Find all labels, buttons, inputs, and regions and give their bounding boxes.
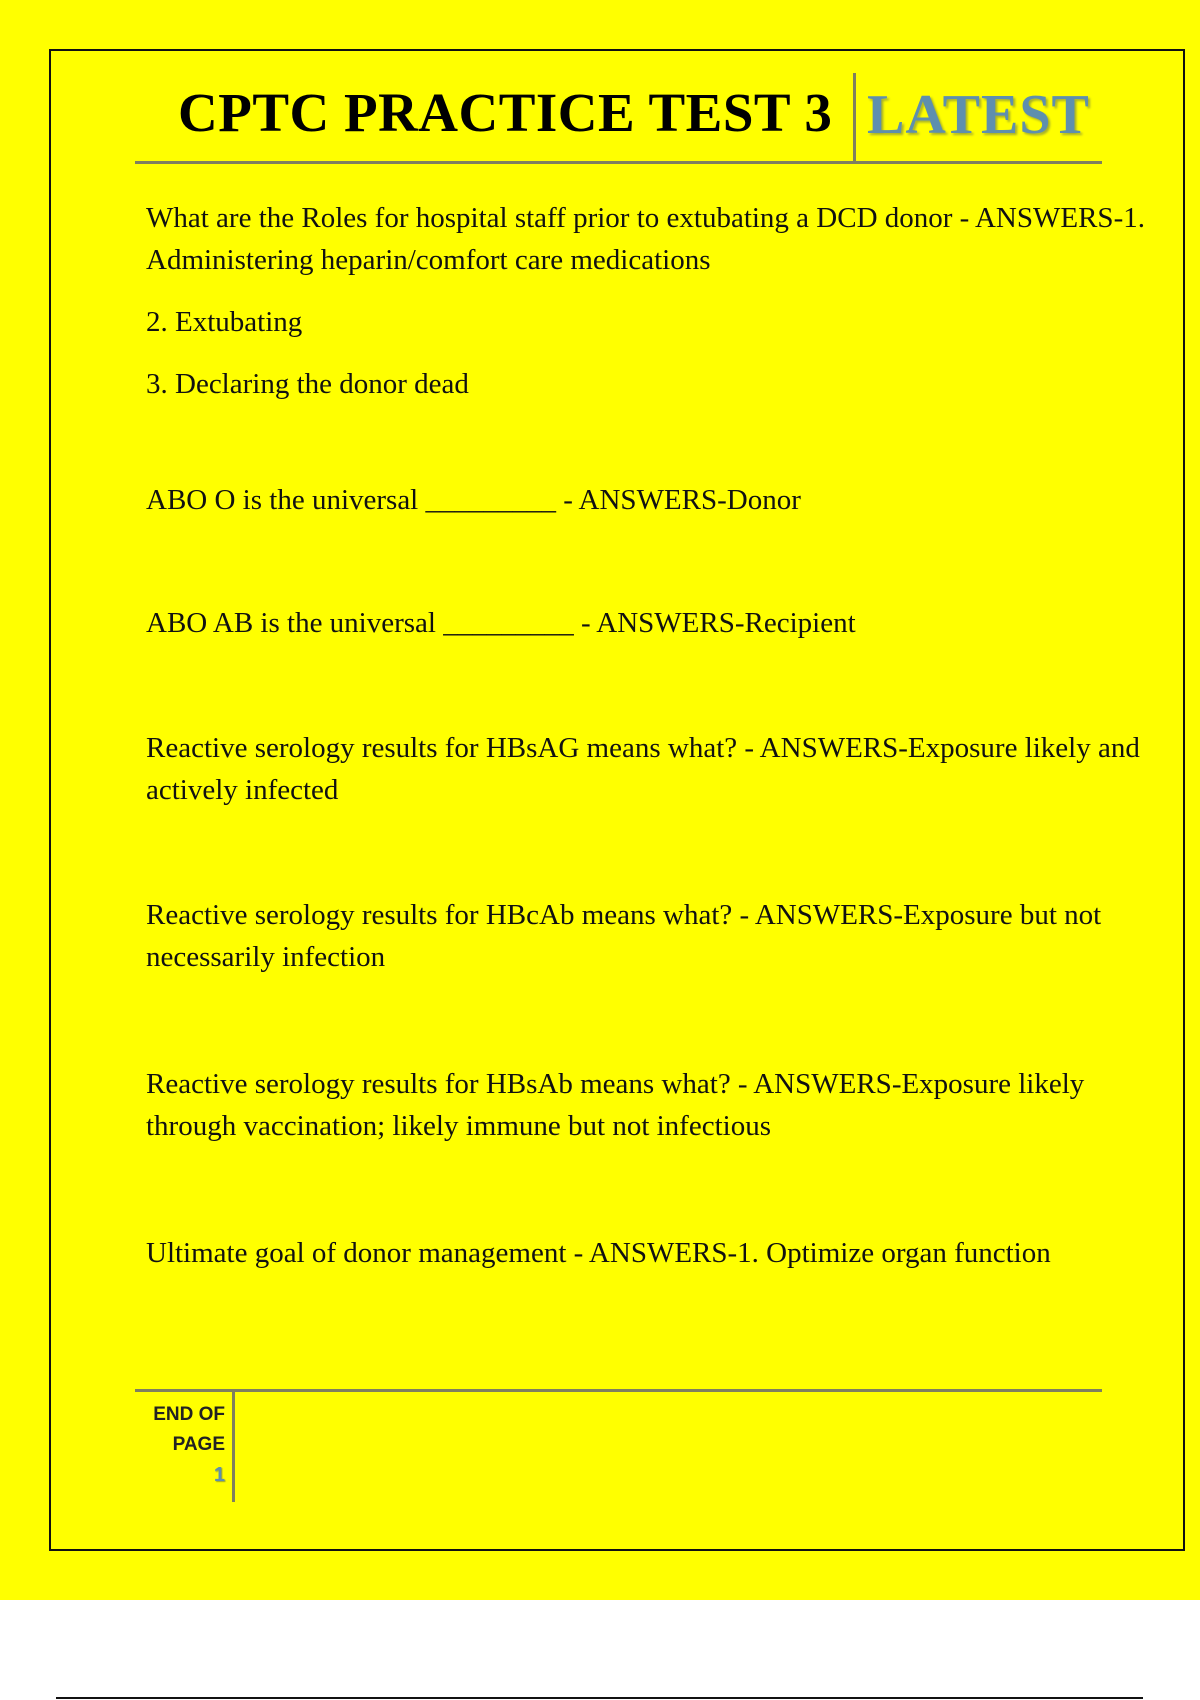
qa-text: ABO O is the universal _________ - ANSWERS-Donor bbox=[146, 484, 801, 516]
header-divider bbox=[853, 73, 856, 164]
qa-item-hbsag bbox=[146, 727, 1146, 811]
document-title: CPTC PRACTICE TEST 3 bbox=[178, 82, 833, 143]
latest-badge: LATEST bbox=[867, 84, 1090, 146]
qa-content bbox=[146, 197, 1146, 1274]
end-of-page-label bbox=[135, 1400, 225, 1490]
qa-item-donor-management bbox=[146, 1232, 1146, 1274]
footer-label-line: END OF bbox=[153, 1404, 225, 1425]
qa-item-hbcab bbox=[146, 894, 1146, 978]
footer-label-line: PAGE bbox=[172, 1434, 225, 1455]
qa-text: Reactive serology results for HBsAG means what? - ANSWERS-Exposure likely and actively infected bbox=[146, 732, 1140, 806]
qa-text: 3. Declaring the donor dead bbox=[146, 368, 469, 400]
page-number: 1 bbox=[213, 1464, 225, 1486]
page-border bbox=[49, 49, 1185, 1551]
page-footer bbox=[135, 1389, 1102, 1502]
qa-item-dcd-roles bbox=[146, 197, 1146, 405]
qa-text: What are the Roles for hospital staff prior to extubating a DCD donor - ANSWERS-1. Administering heparin/comfort care medications bbox=[146, 202, 1145, 276]
qa-text: Ultimate goal of donor management - ANSWERS-1. Optimize organ function bbox=[146, 1237, 1051, 1269]
next-page-rule bbox=[56, 1697, 1143, 1699]
qa-text: Reactive serology results for HBsAb means what? - ANSWERS-Exposure likely through vaccination; likely immune but not infectious bbox=[146, 1068, 1085, 1142]
page-header bbox=[135, 73, 1102, 164]
qa-item-abo-ab bbox=[146, 602, 1146, 644]
qa-text: Reactive serology results for HBcAb means what? - ANSWERS-Exposure but not necessarily infection bbox=[146, 899, 1102, 973]
qa-item-hbsab bbox=[146, 1063, 1146, 1147]
qa-text: 2. Extubating bbox=[146, 306, 303, 338]
footer-divider bbox=[232, 1392, 235, 1502]
qa-text: ABO AB is the universal _________ - ANSWERS-Recipient bbox=[146, 607, 856, 639]
qa-item-abo-o bbox=[146, 479, 1146, 521]
